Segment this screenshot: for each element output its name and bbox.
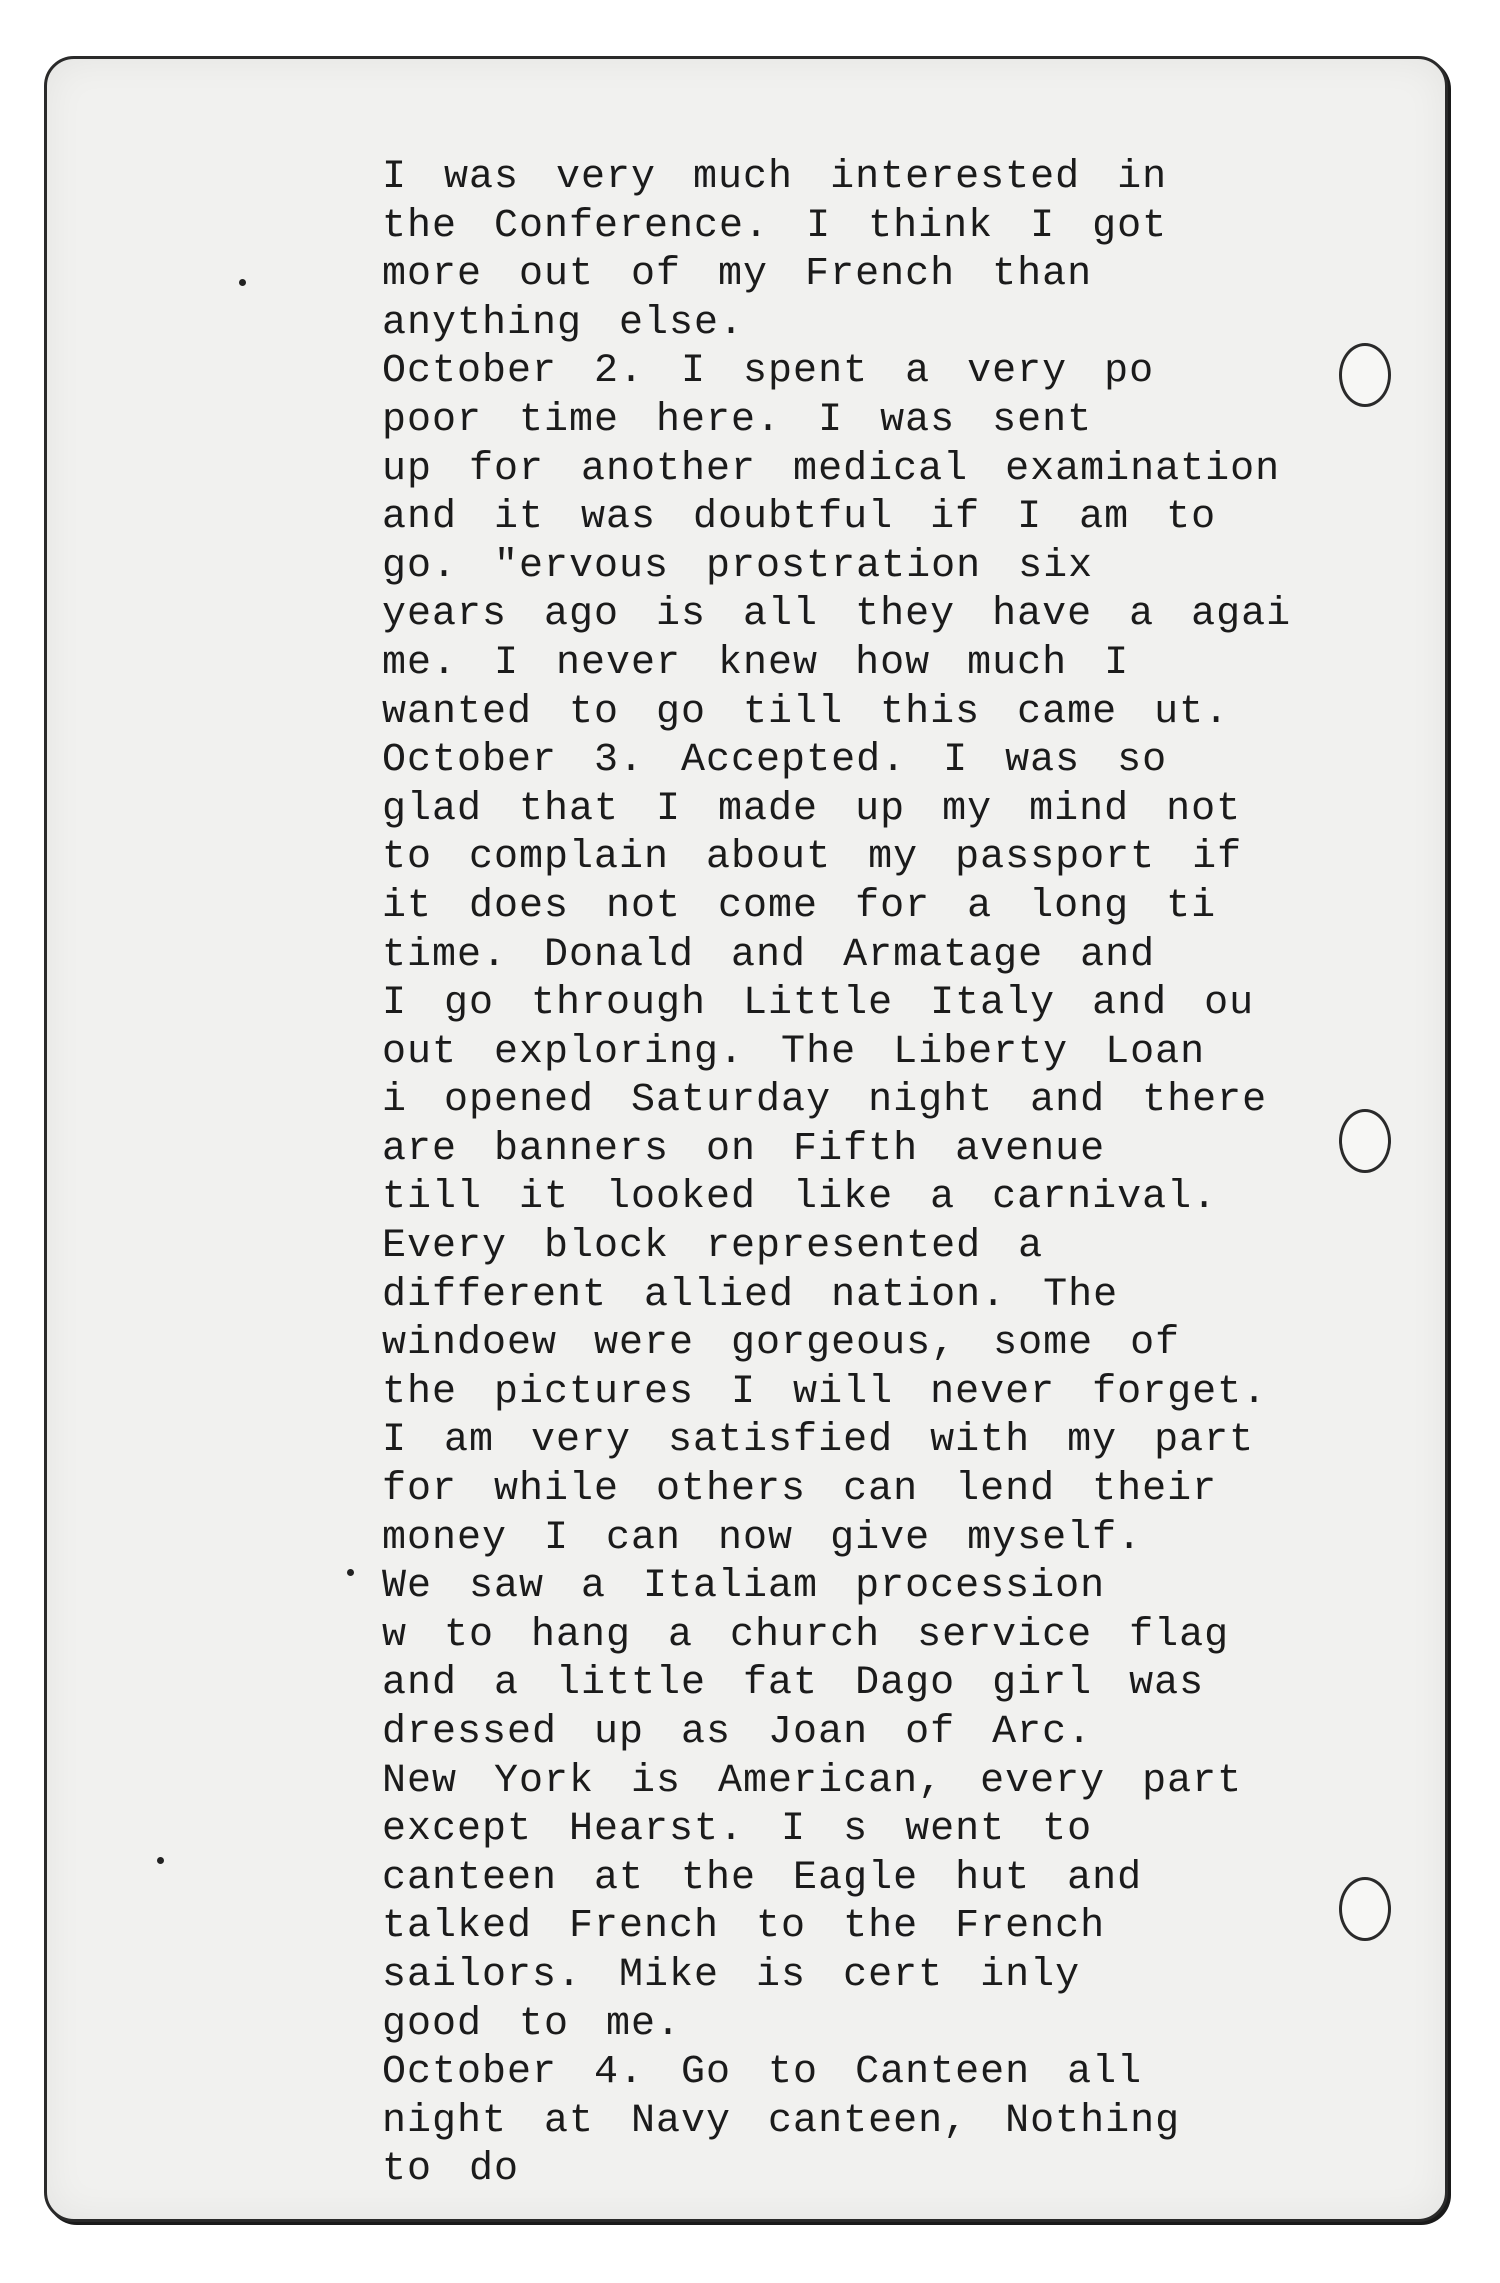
text-line: good to me.: [382, 2001, 682, 2047]
text-line: New York is American, every part: [382, 1758, 1243, 1804]
text-line: the Conference. I think I got: [382, 203, 1168, 249]
text-line: I was very much interested in: [382, 155, 1168, 200]
text-line: sailors. Mike is cert inly: [382, 1952, 1081, 1998]
text-line: different allied nation. The: [382, 1272, 1119, 1318]
text-line: glad that I made up my mind not: [382, 786, 1242, 832]
margin-speck: [239, 279, 246, 286]
text-line: out exploring. The Liberty Loan: [382, 1029, 1206, 1075]
text-line: it does not come for a long ti: [382, 883, 1217, 929]
text-line: time. Donald and Armatage and: [382, 932, 1156, 978]
margin-speck: [347, 1569, 354, 1576]
text-line: I am very satisfied with my part: [382, 1418, 1255, 1464]
typed-text-block: [382, 154, 1422, 2195]
typed-page-card: [44, 56, 1448, 2222]
text-line: canteen at the Eagle hut and: [382, 1855, 1143, 1901]
text-line: w to hang a church service flag: [382, 1612, 1230, 1658]
text-line: October 3. Accepted. I was so: [382, 738, 1168, 784]
text-line: night at Navy canteen, Nothing: [382, 2098, 1181, 2144]
text-line: go. "ervous prostration six: [382, 543, 1094, 589]
text-line: October 4. Go to Canteen all: [382, 2050, 1143, 2096]
text-line: except Hearst. I s went to: [382, 1807, 1093, 1853]
text-line: for while others can lend their: [382, 1467, 1218, 1513]
text-line: more out of my French than: [382, 252, 1093, 298]
text-line: I go through Little Italy and ou: [382, 981, 1255, 1027]
text-line: anything else.: [382, 300, 745, 346]
text-line: wanted to go till this came ut.: [382, 689, 1230, 735]
text-line: Every block represented a: [382, 1224, 1044, 1270]
text-line: me. I never knew how much I: [382, 640, 1130, 686]
text-line: the pictures I will never forget.: [382, 1369, 1268, 1415]
text-line: to complain about my passport if: [382, 835, 1243, 881]
text-line: windoew were gorgeous, some of: [382, 1321, 1181, 1367]
text-line: and a little fat Dago girl was: [382, 1661, 1205, 1707]
text-line: years ago is all they have a agai: [382, 592, 1292, 638]
text-line: October 2. I spent a very po: [382, 349, 1155, 395]
text-line: i opened Saturday night and there: [382, 1078, 1268, 1124]
text-line: are banners on Fifth avenue: [382, 1126, 1106, 1172]
text-line: till it looked like a carnival.: [382, 1175, 1218, 1221]
text-line: to do: [382, 2147, 520, 2193]
text-line: We saw a Italiam procession: [382, 1564, 1106, 1610]
text-line: talked French to the French: [382, 1904, 1106, 1950]
text-line: up for another medical examination: [382, 446, 1281, 492]
text-line: dressed up as Joan of Arc.: [382, 1710, 1093, 1755]
text-line: and it was doubtful if I am to: [382, 495, 1217, 541]
text-line: poor time here. I was sent: [382, 397, 1093, 443]
margin-speck: [157, 1857, 164, 1864]
text-line: money I can now give myself.: [382, 1515, 1143, 1561]
